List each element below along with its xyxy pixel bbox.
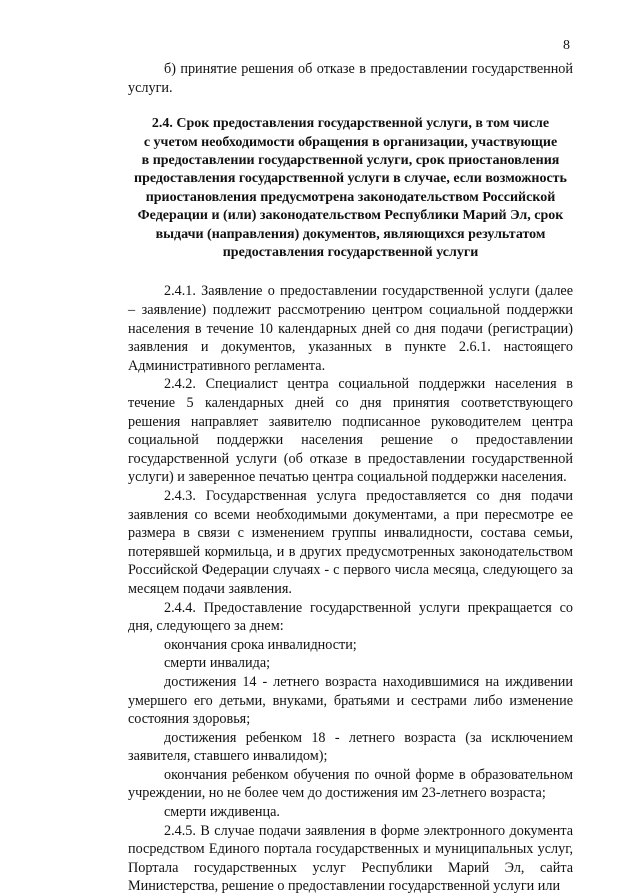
heading-line: 2.4. Срок предоставления государственной услуги, в том числе bbox=[151, 116, 550, 132]
heading-line: приостановления предусмотрена законодательством Российской bbox=[145, 189, 556, 205]
list-item: смерти инвалида; bbox=[164, 655, 271, 672]
paragraph-2-4-5: 2.4.5. В случае подачи заявления в форме электронного документа посредством Единого портала государственных и муниципальных услуг, Портала государственных услуг Республики Марий Эл, сайта Министерства, решение о предоставлении государственной услуги или bbox=[128, 822, 573, 895]
paragraph-2-4-1: 2.4.1. Заявление о предоставлении государственной услуги (далее – заявление) подлежит рассмотрению центром социальной поддержки населения в течение 10 календарных дней со дня подачи (регистрации) заявления и документов, указанных в пункте 2.6.1. настоящего Административного регламента. bbox=[128, 283, 573, 374]
document-body bbox=[128, 60, 573, 896]
paragraph-2-4-2: 2.4.2. Специалист центра социальной поддержки населения в течение 5 календарных дней со дня принятия соответствующего решения направляет заявителю подписанное руководителем центра социальной поддержки населения решение о предоставлении государственной услуги (об отказе в предоставлении государственной услуги) и заверенное печатью центра социальной поддержки населения. bbox=[128, 376, 573, 486]
list-item: достижения ребенком 18 - летнего возраста (за исключением заявителя, ставшего инвалидом); bbox=[128, 729, 573, 765]
section-heading bbox=[128, 115, 573, 262]
paragraph-2-4-3: 2.4.3. Государственная услуга предоставляется со дня подачи заявления со всеми необходимыми документами, а при пересмотре ее размера в связи с изменением группы инвалидности, состава семьи, потерявшей кормильца, и в других предусмотренных законодательством Российской Федерации случаях - с первого числа месяца, следующего за месяцем подачи заявления. bbox=[128, 487, 573, 597]
page-number: 8 bbox=[563, 38, 570, 53]
intro-paragraph: б) принятие решения об отказе в предоставлении государственной услуги. bbox=[128, 61, 573, 96]
list-item: смерти иждивенца. bbox=[164, 804, 280, 821]
heading-line: с учетом необходимости обращения в организации, участвующие bbox=[143, 134, 558, 150]
heading-line: Федерации и (или) законодательством Республики Марий Эл, срок bbox=[137, 208, 564, 224]
list-item: окончания срока инвалидности; bbox=[164, 636, 357, 653]
heading-line: выдачи (направления) документов, являющихся результатом bbox=[155, 226, 546, 242]
heading-line: предоставления государственной услуги в случае, если возможность bbox=[134, 171, 567, 187]
list-item: окончания ребенком обучения по очной форме в образовательном учреждении, но не более чем до достижения им 23-летнего возраста; bbox=[128, 766, 573, 802]
heading-line: в предоставлении государственной услуги, срок приостановления bbox=[141, 153, 560, 168]
list-item: достижения 14 - летнего возраста находившимися на иждивении умершего его детьми, внуками, братьями и сестрами либо изменение состояния здоровья; bbox=[128, 673, 573, 728]
paragraph-2-4-4: 2.4.4. Предоставление государственной услуги прекращается со дня, следующего за днем: bbox=[128, 599, 573, 635]
heading-line: предоставления государственной услуги bbox=[222, 245, 479, 261]
